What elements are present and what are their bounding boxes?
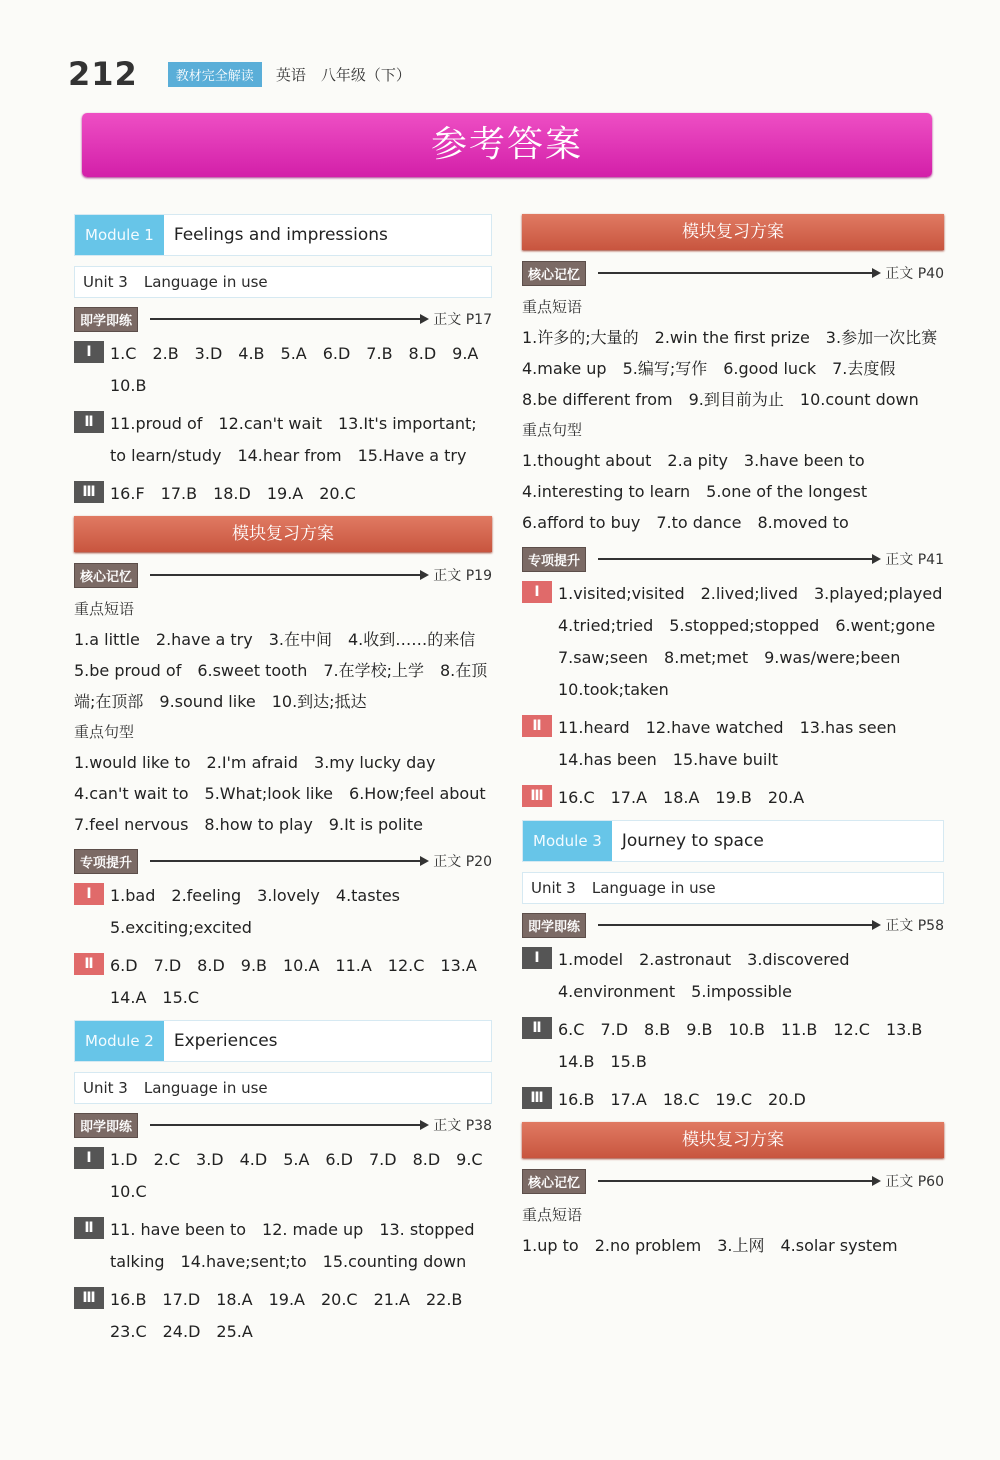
section-tag: 核心记忆 bbox=[522, 261, 586, 286]
answer-group bbox=[74, 478, 492, 510]
answer-text: 1.许多的;大量的 2.win the first prize 3.参加一次比赛 4.make up 5.编写;写作 6.good luck 7.去度假 8.be different from 9.到目前为止 10.count down bbox=[522, 328, 954, 409]
arrow-line-icon bbox=[150, 318, 427, 320]
subheading: 重点短语 bbox=[522, 298, 583, 316]
answer-group bbox=[74, 1214, 492, 1278]
section-tag: 即学即练 bbox=[522, 913, 586, 938]
answer-text: 6.D 7.D 8.D 9.B 10.A 11.A 12.C 13.A 14.A 15.C bbox=[110, 956, 493, 1007]
module-title: Experiences bbox=[173, 1031, 278, 1051]
answer-text: 1.up to 2.no problem 3.上网 4.solar system bbox=[522, 1236, 898, 1255]
arrow-line-icon bbox=[598, 1180, 879, 1182]
unit-header bbox=[74, 1072, 492, 1104]
right-column bbox=[522, 214, 959, 1261]
roman-badge-icon: Ⅰ bbox=[74, 341, 104, 363]
page-ref: 正文 P58 bbox=[885, 918, 944, 934]
module-header bbox=[522, 820, 944, 862]
answer-text: 16.C 17.A 18.A 19.B 20.A bbox=[558, 788, 805, 807]
roman-badge-icon: Ⅲ bbox=[74, 1287, 104, 1309]
unit-label: Unit 3 bbox=[531, 879, 576, 897]
section-header bbox=[74, 846, 492, 876]
module-tag: Module 1 bbox=[75, 215, 164, 255]
module-title: Journey to space bbox=[621, 831, 764, 851]
page-ref: 正文 P19 bbox=[433, 568, 492, 584]
answer-text: 6.C 7.D 8.B 9.B 10.B 11.B 12.C 13.B 14.B 15.B bbox=[558, 1020, 939, 1071]
answer-group bbox=[74, 1144, 499, 1208]
page-ref: 正文 P20 bbox=[433, 854, 492, 870]
answer-group bbox=[74, 880, 492, 944]
answer-group bbox=[74, 950, 492, 1014]
page-number: 212 bbox=[68, 55, 138, 93]
roman-badge-icon: Ⅰ bbox=[74, 1147, 104, 1169]
answer-text: 1.thought about 2.a pity 3.have been to 4.interesting to learn 5.one of the longest 6.afford to buy 7.to dance 8.moved to bbox=[522, 451, 884, 532]
answer-group bbox=[522, 1084, 944, 1116]
answer-text: 1.would like to 2.I'm afraid 3.my lucky day 4.can't wait to 5.What;look like 6.How;feel about 7.feel nervous 8.how to play 9.It is polite bbox=[74, 753, 502, 834]
roman-badge-icon: Ⅲ bbox=[522, 785, 552, 807]
section-tag: 核心记忆 bbox=[74, 563, 138, 588]
answer-text: 11.heard 12.have watched 13.has seen 14.has been 15.have built bbox=[558, 718, 913, 769]
unit-label: Unit 3 bbox=[83, 1079, 128, 1097]
answer-group bbox=[522, 782, 944, 814]
arrow-line-icon bbox=[150, 1124, 427, 1126]
subheading: 重点短语 bbox=[74, 600, 135, 618]
roman-badge-icon: Ⅱ bbox=[522, 1017, 552, 1039]
roman-badge-icon: Ⅲ bbox=[74, 481, 104, 503]
section-header bbox=[522, 1166, 944, 1196]
page-ref: 正文 P38 bbox=[433, 1118, 492, 1134]
answer-group bbox=[74, 338, 495, 402]
left-column bbox=[74, 214, 502, 1354]
section-tag: 即学即练 bbox=[74, 1113, 138, 1138]
arrow-line-icon bbox=[598, 272, 879, 274]
answer-text: 11.proud of 12.can't wait 13.It's important; to learn/study 14.hear from 15.Have a try bbox=[110, 414, 477, 465]
roman-badge-icon: Ⅱ bbox=[74, 1217, 104, 1239]
arrow-line-icon bbox=[150, 574, 427, 576]
section-tag: 核心记忆 bbox=[522, 1169, 586, 1194]
page-ref: 正文 P60 bbox=[885, 1174, 944, 1190]
unit-header bbox=[522, 872, 944, 904]
arrow-line-icon bbox=[598, 558, 879, 560]
answer-group bbox=[74, 408, 492, 472]
review-banner: 模块复习方案 bbox=[522, 1122, 944, 1158]
section-tag: 即学即练 bbox=[74, 307, 138, 332]
subheading: 重点短语 bbox=[522, 1206, 583, 1224]
subject-label: 英语 八年级（下） bbox=[275, 65, 411, 84]
section-header bbox=[522, 258, 944, 288]
answer-text: 1.bad 2.feeling 3.lovely 4.tastes 5.exciting;excited bbox=[110, 886, 417, 937]
answer-text: 16.B 17.D 18.A 19.A 20.C 21.A 22.B 23.C 24.D 25.A bbox=[110, 1290, 479, 1341]
page-header bbox=[68, 54, 411, 94]
answer-text: 1.visited;visited 2.lived;lived 3.played;played 4.tried;tried 5.stopped;stopped 6.went;gone 7.saw;seen 8.met;met 9.was/were;been 10.took;taken bbox=[558, 584, 959, 699]
answer-text: 16.F 17.B 18.D 19.A 20.C bbox=[110, 484, 356, 503]
title-banner bbox=[82, 113, 932, 177]
unit-header bbox=[74, 266, 492, 298]
module-tag: Module 3 bbox=[523, 821, 612, 861]
section-header bbox=[74, 304, 492, 334]
answer-text: 1.D 2.C 3.D 4.D 5.A 6.D 7.D 8.D 9.C 10.C bbox=[110, 1150, 499, 1201]
roman-badge-icon: Ⅰ bbox=[74, 883, 104, 905]
answer-text: 1.a little 2.have a try 3.在中间 4.收到……的来信 5.be proud of 6.sweet tooth 7.在学校;上学 8.在顶端;在顶部 9.sound like 10.到达;抵达 bbox=[74, 630, 492, 711]
section-header bbox=[522, 544, 944, 574]
answer-group bbox=[74, 1284, 492, 1348]
subheading: 重点句型 bbox=[74, 723, 135, 741]
section-header bbox=[74, 560, 492, 590]
answer-group bbox=[522, 712, 944, 776]
roman-badge-icon: Ⅰ bbox=[522, 947, 552, 969]
section-tag: 专项提升 bbox=[74, 849, 138, 874]
roman-badge-icon: Ⅲ bbox=[522, 1087, 552, 1109]
section-tag: 专项提升 bbox=[522, 547, 586, 572]
module-header bbox=[74, 1020, 492, 1062]
module-header bbox=[74, 214, 492, 256]
answer-text: 11. have been to 12. made up 13. stopped talking 14.have;sent;to 15.counting down bbox=[110, 1220, 475, 1271]
review-banner: 模块复习方案 bbox=[522, 214, 944, 250]
arrow-line-icon bbox=[598, 924, 879, 926]
answer-group bbox=[522, 944, 944, 1008]
answer-text: 16.B 17.A 18.C 19.C 20.D bbox=[558, 1090, 806, 1109]
section-header bbox=[522, 910, 944, 940]
unit-title: Language in use bbox=[143, 273, 268, 291]
answer-text: 1.C 2.B 3.D 4.B 5.A 6.D 7.B 8.D 9.A 10.B bbox=[110, 344, 495, 395]
page-ref: 正文 P17 bbox=[433, 312, 492, 328]
unit-title: Language in use bbox=[591, 879, 716, 897]
roman-badge-icon: Ⅱ bbox=[74, 953, 104, 975]
module-title: Feelings and impressions bbox=[173, 225, 388, 245]
page-ref: 正文 P40 bbox=[885, 266, 944, 282]
arrow-line-icon bbox=[150, 860, 427, 862]
page-ref: 正文 P41 bbox=[885, 552, 944, 568]
unit-title: Language in use bbox=[143, 1079, 268, 1097]
subheading: 重点句型 bbox=[522, 421, 583, 439]
roman-badge-icon: Ⅰ bbox=[522, 581, 552, 603]
answer-group bbox=[522, 578, 959, 706]
roman-badge-icon: Ⅱ bbox=[74, 411, 104, 433]
unit-label: Unit 3 bbox=[83, 273, 128, 291]
page-title: 参考答案 bbox=[430, 124, 583, 165]
book-badge: 教材完全解读 bbox=[168, 62, 262, 87]
roman-badge-icon: Ⅱ bbox=[522, 715, 552, 737]
review-banner: 模块复习方案 bbox=[74, 516, 492, 552]
module-tag: Module 2 bbox=[75, 1021, 164, 1061]
answer-group bbox=[522, 1014, 944, 1078]
answer-text: 1.model 2.astronaut 3.discovered 4.environment 5.impossible bbox=[558, 950, 866, 1001]
section-header bbox=[74, 1110, 492, 1140]
